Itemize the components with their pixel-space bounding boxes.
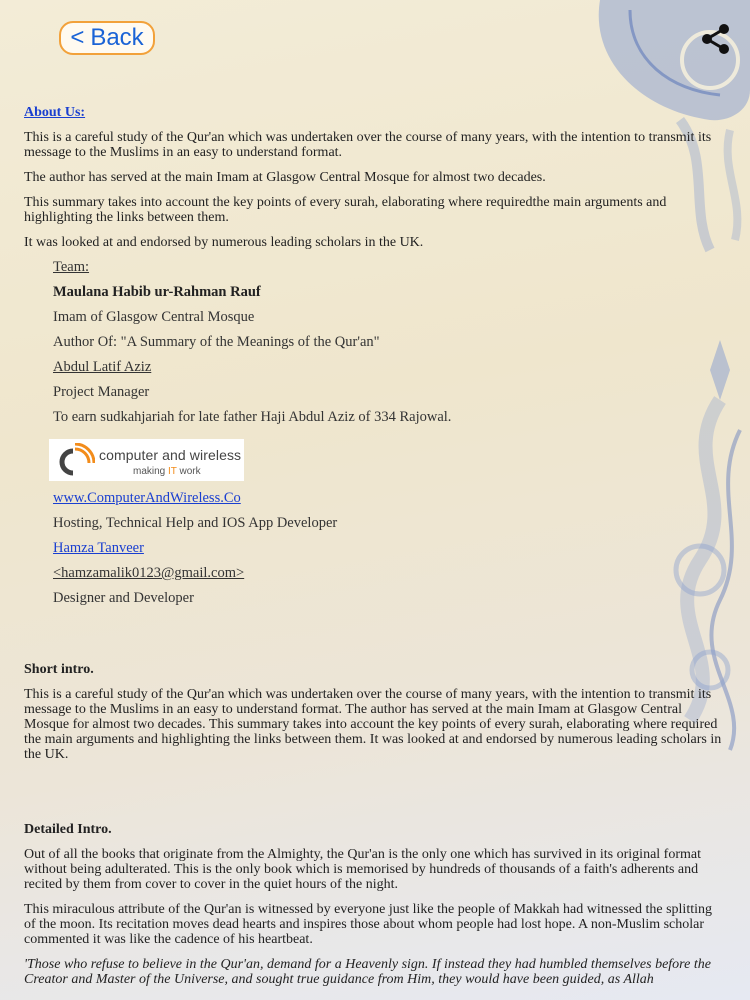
back-label: Back (90, 24, 144, 51)
website-link[interactable]: www.ComputerAndWireless.Co (53, 490, 241, 506)
detailed-intro-quote: 'Those who refuse to believe in the Qur'an, demand for a Heavenly sign. If instead they had humbled themselves before the Creator and Master of the Universe, and sought true guidance from Him, they would have been guided, as Allah (24, 957, 711, 987)
top-bar (0, 0, 750, 80)
member-name: Maulana Habib ur-Rahman Rauf (53, 284, 261, 300)
member-name-link[interactable]: Hamza Tanveer (53, 540, 144, 556)
website-role: Hosting, Technical Help and IOS App Developer (53, 515, 338, 531)
about-content (24, 105, 724, 997)
team-label: Team: (53, 259, 90, 275)
company-logo (49, 439, 244, 481)
about-paragraph: The author has served at the main Imam at Glasgow Central Mosque for almost two decades. (24, 170, 546, 185)
short-intro-title: Short intro. (24, 662, 94, 677)
back-button[interactable] (59, 21, 155, 55)
about-paragraph: This summary takes into account the key points of every surah, elaborating where requiredthe main arguments and highlighting the links between them. (24, 195, 667, 225)
member-note: To earn sudkahjariah for late father Haji Abdul Aziz of 334 Rajowal. (53, 409, 452, 425)
logo-text: computer and wireless (99, 447, 242, 463)
member-role: Project Manager (53, 384, 150, 400)
logo-tagline: making IT work (133, 466, 201, 477)
chevron-left-icon: < (70, 24, 85, 51)
about-paragraph: It was looked at and endorsed by numerous leading scholars in the UK. (24, 235, 424, 250)
member-role: Imam of Glasgow Central Mosque (53, 309, 255, 325)
detailed-intro-paragraph: This miraculous attribute of the Qur'an is witnessed by everyone just like the people of Makkah had witnessed the splitting of the moon. Its recitation moves dead hearts and inspires those about whom people had lost hope. A non-Muslim scholar commented it was like the cadence of his heartbeat. (24, 902, 712, 947)
member-author: Author Of: "A Summary of the Meanings of the Qur'an" (53, 334, 380, 350)
logo-mark-icon (55, 443, 95, 477)
team-section (53, 260, 724, 606)
short-intro-text: This is a careful study of the Qur'an which was undertaken over the course of many years, with the intention to transmit its message to the Muslims in an easy to understand format. The author has served at the main Imam at Glasgow Central Mosque for almost two decades. This summary takes into account the key points of every surah, elaborating where required the main arguments and highlighting the links between them. It was looked at and endorsed by numerous leading scholars in the UK. (24, 687, 722, 762)
about-us-title[interactable]: About Us: (24, 105, 86, 120)
member-role: Designer and Developer (53, 590, 194, 606)
about-paragraph: This is a careful study of the Qur'an which was undertaken over the course of many years, with the intention to transmit its message to the Muslims in an easy to understand format. (24, 130, 712, 160)
detailed-intro-title: Detailed Intro. (24, 822, 112, 837)
share-icon[interactable] (698, 22, 732, 56)
detailed-intro-paragraph: Out of all the books that originate from the Almighty, the Qur'an is the only one which has survived in its original format without being adulterated. This is the only book which is memorised by hundreds of thousands of a faith's adherents and recited by them from cover to cover in the quiet hours of the night. (24, 847, 701, 892)
member-name-link[interactable]: Abdul Latif Aziz (53, 359, 152, 375)
email-link[interactable]: <hamzamalik0123@gmail.com> (53, 565, 245, 581)
